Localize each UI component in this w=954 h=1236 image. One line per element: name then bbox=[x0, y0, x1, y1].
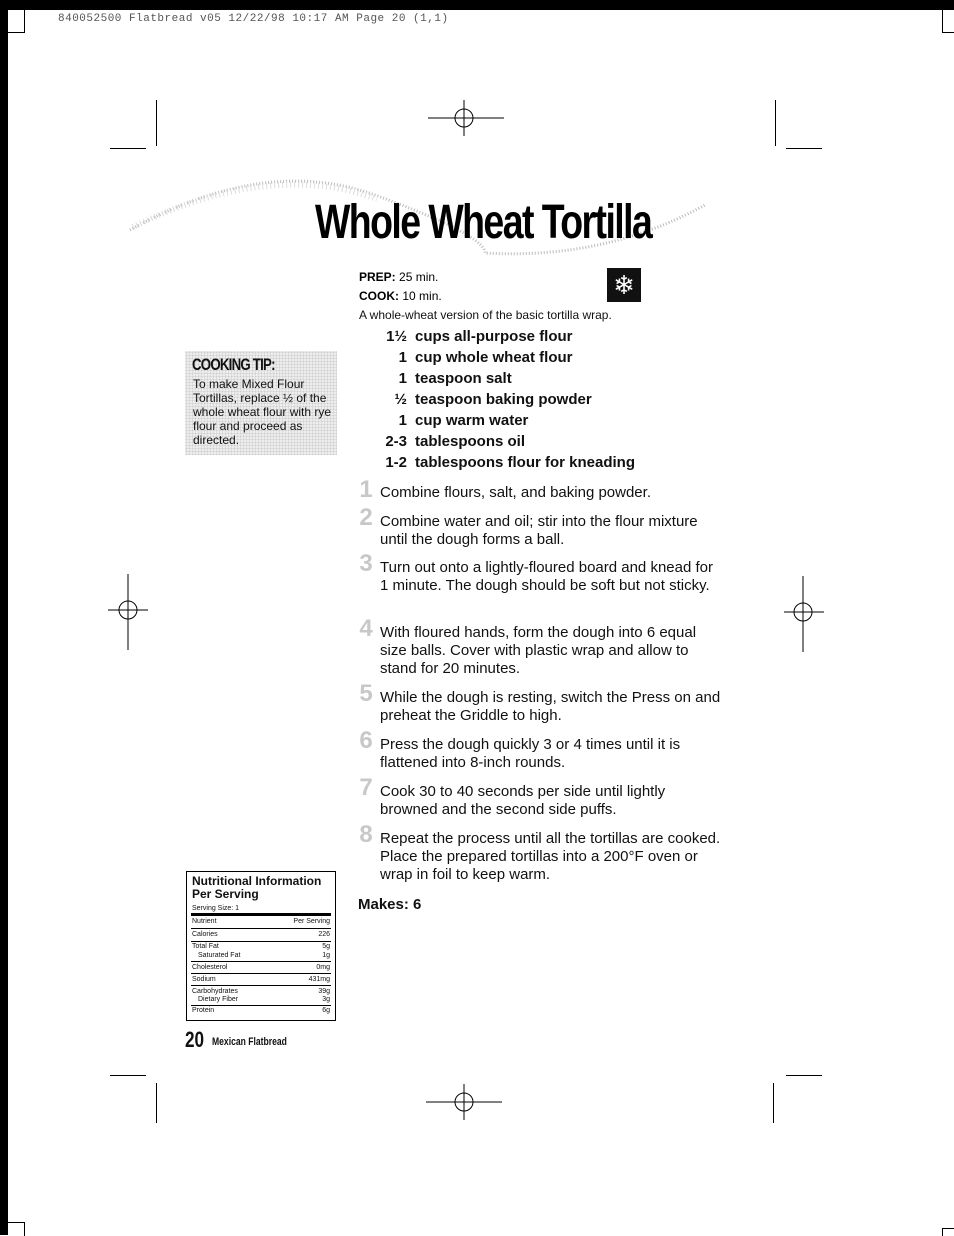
divider bbox=[191, 961, 331, 962]
cook-time bbox=[359, 289, 442, 303]
step-text: Press the dough quickly 3 or 4 times until it is flattened into 8-inch rounds. bbox=[380, 736, 681, 771]
prep-value: 25 min. bbox=[399, 270, 439, 284]
ingredient-item bbox=[376, 349, 573, 366]
ingredient-name: teaspoon baking powder bbox=[415, 391, 592, 408]
serving-size: Serving Size: 1 bbox=[192, 905, 240, 912]
nutrient-value: 5g bbox=[322, 943, 330, 950]
ingredient-qty: 1 bbox=[398, 370, 407, 387]
divider bbox=[191, 928, 331, 929]
nutrient-value: 6g bbox=[322, 1007, 330, 1014]
divider bbox=[191, 973, 331, 974]
crop-mark bbox=[786, 1075, 822, 1076]
ingredient-qty: 1-2 bbox=[385, 454, 407, 471]
step-number: 1 bbox=[359, 476, 373, 503]
step-text: Combine water and oil; stir into the flour mixture until the dough forms a ball. bbox=[380, 513, 698, 548]
ingredient-name: cups all-purpose flour bbox=[415, 328, 573, 345]
crop-mark bbox=[156, 1083, 157, 1123]
cooking-tip-title: COOKING TIP: bbox=[192, 355, 275, 374]
step-text: Repeat the process until all the tortillas are cooked. Place the prepared tortillas into a 200°F oven or wrap in foil to keep warm. bbox=[380, 830, 721, 883]
step-text: Turn out onto a lightly-floured board and knead for 1 minute. The dough should be soft but not sticky. bbox=[380, 559, 713, 594]
print-header: 840052500 Flatbread v05 12/22/98 10:17 AM Page 20 (1,1) bbox=[58, 13, 449, 25]
nutrition-row bbox=[192, 931, 330, 940]
page-number: 20 bbox=[185, 1027, 205, 1052]
left-border bbox=[0, 0, 8, 1235]
nutrient-label: Cholesterol bbox=[192, 964, 228, 971]
ingredient-name: tablespoons flour for kneading bbox=[415, 454, 636, 471]
nutrition-heading: Nutritional Information Per Serving bbox=[192, 874, 322, 901]
divider bbox=[191, 913, 331, 916]
ingredient-name: teaspoon salt bbox=[415, 370, 512, 387]
crop-mark bbox=[773, 1083, 774, 1123]
nutrient-label: Calories bbox=[192, 931, 218, 938]
ingredient-item bbox=[376, 370, 512, 387]
prep-label: PREP: bbox=[359, 270, 396, 284]
nutrient-value: 0mg bbox=[316, 964, 330, 971]
step-text: Cook 30 to 40 seconds per side until lightly browned and the second side puffs. bbox=[380, 783, 666, 818]
step-number: 8 bbox=[359, 821, 373, 848]
ingredient-item bbox=[376, 391, 592, 408]
corner-mark bbox=[942, 10, 954, 33]
nutrient-value: 3g bbox=[322, 996, 330, 1003]
divider bbox=[191, 1005, 331, 1006]
nutrition-row bbox=[192, 976, 330, 985]
step-text: With floured hands, form the dough into 6 equal size balls. Cover with plastic wrap and allow to stand for 20 minutes. bbox=[380, 624, 697, 677]
cooking-tip-text: To make Mixed Flour Tortillas, replace ½ of the whole wheat flour with rye flour and proceed as directed. bbox=[193, 377, 332, 447]
registration-mark-icon bbox=[428, 98, 508, 138]
section-name: Mexican Flatbread bbox=[212, 1036, 287, 1048]
corner-mark bbox=[8, 10, 25, 33]
nutrient-label: Saturated Fat bbox=[198, 952, 241, 959]
nutrient-label: Sodium bbox=[192, 976, 216, 983]
col-nutrient: Nutrient bbox=[192, 918, 217, 925]
registration-mark-icon bbox=[784, 574, 824, 654]
ingredient-name: cup whole wheat flour bbox=[415, 349, 573, 366]
ingredient-qty: 1 bbox=[398, 412, 407, 429]
step-number: 5 bbox=[359, 680, 373, 707]
ingredient-qty: ½ bbox=[394, 391, 407, 408]
step-text: Combine flours, salt, and baking powder. bbox=[380, 484, 651, 501]
nutrient-label: Dietary Fiber bbox=[198, 996, 239, 1003]
nutrition-row bbox=[192, 952, 330, 961]
ingredient-qty: 1 bbox=[398, 349, 407, 366]
divider bbox=[191, 985, 331, 986]
step-number: 3 bbox=[359, 550, 373, 577]
step-number: 7 bbox=[359, 774, 373, 801]
nutrient-value: 431mg bbox=[308, 976, 330, 983]
nutrient-label: Protein bbox=[192, 1007, 215, 1014]
makes-yield: Makes: 6 bbox=[358, 896, 422, 913]
divider bbox=[191, 941, 331, 942]
nutrition-row bbox=[192, 1007, 330, 1016]
corner-mark bbox=[8, 1222, 25, 1236]
ingredient-item bbox=[376, 454, 635, 471]
nutrient-value: 1g bbox=[322, 952, 330, 959]
crop-mark bbox=[775, 100, 776, 146]
crop-mark bbox=[786, 148, 822, 149]
prep-time bbox=[359, 270, 438, 284]
ingredient-item bbox=[376, 412, 528, 429]
nutrient-value: 226 bbox=[318, 931, 330, 938]
registration-mark-icon bbox=[426, 1082, 506, 1122]
nutrition-row bbox=[192, 943, 330, 952]
nutrient-label: Carbohydrates bbox=[192, 988, 238, 995]
ingredient-name: tablespoons oil bbox=[415, 433, 526, 450]
nutrient-value: 39g bbox=[318, 988, 330, 995]
nutrient-label: Total Fat bbox=[192, 943, 219, 950]
ingredient-item bbox=[376, 328, 573, 345]
recipe-title: Whole Wheat Tortilla bbox=[315, 196, 652, 249]
registration-mark-icon bbox=[108, 572, 148, 652]
step-number: 2 bbox=[359, 504, 373, 531]
ingredient-qty: 2-3 bbox=[385, 433, 407, 450]
nutrition-header-row bbox=[192, 918, 330, 927]
crop-mark bbox=[110, 1075, 146, 1076]
snowflake-icon: ❄ bbox=[607, 268, 641, 302]
ingredient-qty: 1½ bbox=[386, 328, 407, 345]
ingredient-name: cup warm water bbox=[415, 412, 529, 429]
step-number: 4 bbox=[359, 615, 373, 642]
cook-label: COOK: bbox=[359, 289, 399, 303]
crop-mark bbox=[110, 148, 146, 149]
step-number: 6 bbox=[359, 727, 373, 754]
cook-value: 10 min. bbox=[402, 289, 442, 303]
nutrition-row bbox=[192, 996, 330, 1005]
col-per-serving: Per Serving bbox=[293, 918, 330, 925]
crop-mark bbox=[156, 100, 157, 146]
nutrition-row bbox=[192, 964, 330, 973]
step-text: While the dough is resting, switch the Press on and preheat the Griddle to high. bbox=[380, 689, 721, 724]
top-border bbox=[0, 0, 954, 10]
ingredient-item bbox=[376, 433, 525, 450]
recipe-description: A whole-wheat version of the basic tortilla wrap. bbox=[359, 308, 612, 322]
